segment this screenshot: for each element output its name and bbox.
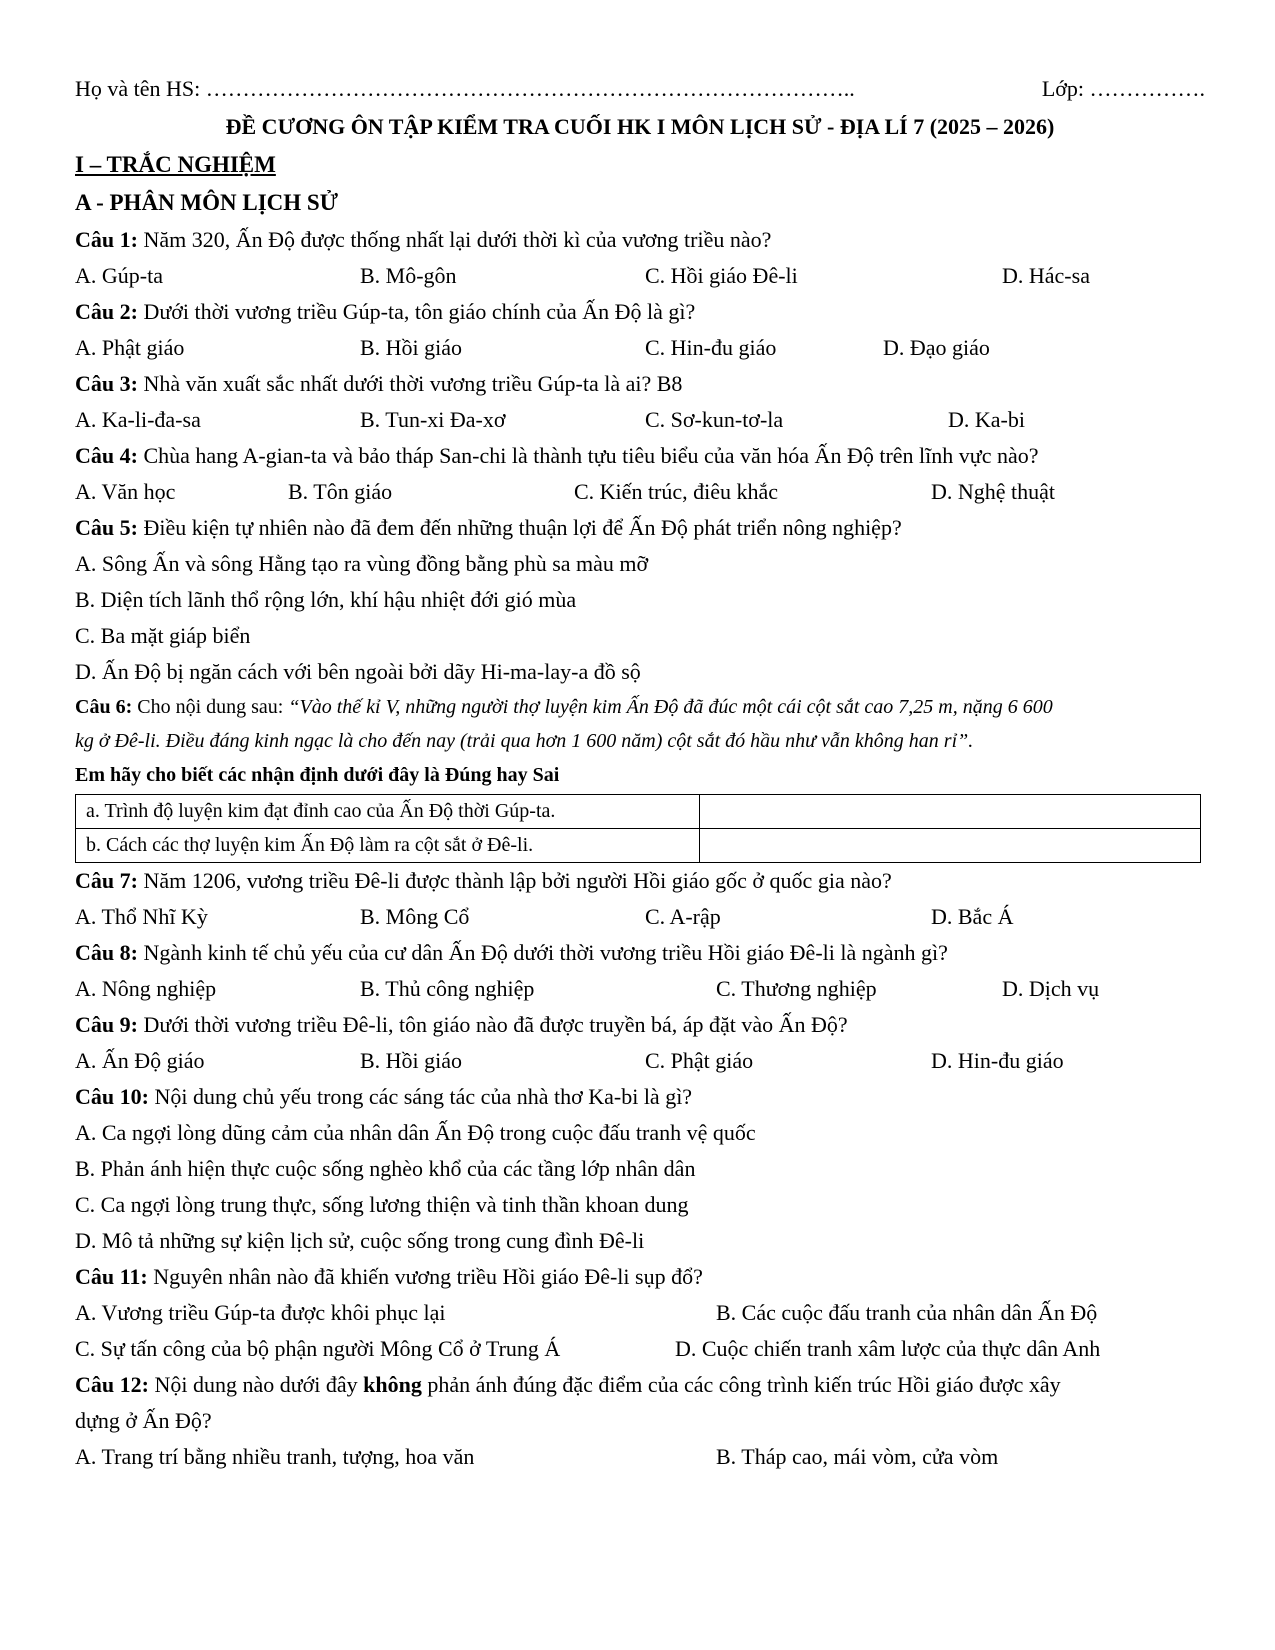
student-name-field[interactable]: Họ và tên HS: …………………………………………………………………………….. [75, 76, 855, 101]
answer-cell-a[interactable] [700, 795, 1201, 829]
option-b: B. Mông Cổ [360, 904, 470, 929]
page-title: ĐỀ CƯƠNG ÔN TẬP KIỂM TRA CUỐI HK I MÔN LỊCH SỬ - ĐỊA LÍ 7 (2025 – 2026) [225, 114, 1055, 139]
worksheet-page [75, 70, 1205, 1475]
option-d: D. Mô tả những sự kiện lịch sử, cuộc sống trong cung đình Đê-li [75, 1228, 645, 1253]
statement-a: a. Trình độ luyện kim đạt đỉnh cao của Ấn Độ thời Gúp-ta. [76, 795, 700, 829]
option-d: D. Đạo giáo [883, 335, 990, 360]
option-c: C. Phật giáo [645, 1048, 754, 1073]
option-b: B. Phản ánh hiện thực cuộc sống nghèo khổ của các tầng lớp nhân dân [75, 1156, 696, 1181]
option-d: D. Ấn Độ bị ngăn cách với bên ngoài bởi dãy Hi-ma-lay-a đồ sộ [75, 659, 641, 684]
option-a: A. Ấn Độ giáo [75, 1048, 205, 1073]
option-b: B. Hồi giáo [360, 1048, 463, 1073]
answer-cell-b[interactable] [700, 829, 1201, 863]
question-2-options [75, 330, 1205, 366]
option-a: A. Trang trí bằng nhiều tranh, tượng, hoa văn [75, 1444, 475, 1469]
option-d: D. Hin-đu giáo [931, 1048, 1064, 1073]
question-10: Câu 10: Nội dung chủ yếu trong các sáng tác của nhà thơ Ka-bi là gì? [75, 1084, 693, 1109]
section-heading: I – TRẮC NGHIỆM [75, 152, 276, 177]
option-d: D. Bắc Á [931, 904, 1014, 929]
question-12: Câu 12: Nội dung nào dưới đây không phản ánh đúng đặc điểm của các công trình kiến trúc Hồi giáo được xây [75, 1372, 1061, 1397]
option-c: C. Hồi giáo Đê-li [645, 263, 798, 288]
option-b: B. Thủ công nghiệp [360, 976, 535, 1001]
question-9: Câu 9: Dưới thời vương triều Đê-li, tôn giáo nào đã được truyền bá, áp đặt vào Ấn Độ? [75, 1012, 848, 1037]
question-11-options-row1 [75, 1295, 1205, 1331]
true-false-table [75, 794, 1201, 863]
option-d: D. Dịch vụ [1002, 976, 1100, 1001]
question-3-options [75, 402, 1205, 438]
question-1-options [75, 258, 1205, 294]
option-a: A. Phật giáo [75, 335, 185, 360]
option-b: B. Hồi giáo [360, 335, 463, 360]
option-d: D. Cuộc chiến tranh xâm lược của thực dân Anh [675, 1336, 1101, 1361]
question-5: Câu 5: Điều kiện tự nhiên nào đã đem đến những thuận lợi để Ấn Độ phát triển nông nghiệp? [75, 515, 902, 540]
question-4: Câu 4: Chùa hang A-gian-ta và bảo tháp San-chi là thành tựu tiêu biểu của văn hóa Ấn Độ trên lĩnh vực nào? [75, 443, 1039, 468]
option-a: A. Ca ngợi lòng dũng cảm của nhân dân Ấn Độ trong cuộc đấu tranh vệ quốc [75, 1120, 756, 1145]
option-c: C. Ca ngợi lòng trung thực, sống lương thiện và tinh thần khoan dung [75, 1192, 689, 1217]
option-d: D. Nghệ thuật [931, 479, 1056, 504]
question-8-options [75, 971, 1205, 1007]
option-c: C. Sự tấn công của bộ phận người Mông Cổ ở Trung Á [75, 1336, 561, 1361]
option-a: A. Sông Ấn và sông Hằng tạo ra vùng đồng bằng phù sa màu mỡ [75, 551, 649, 576]
option-a: A. Vương triều Gúp-ta được khôi phục lại [75, 1300, 446, 1325]
question-4-options [75, 474, 1205, 510]
option-c: C. Kiến trúc, điêu khắc [574, 479, 779, 504]
emphasis-word: không [363, 1372, 422, 1397]
option-b: B. Tháp cao, mái vòm, cửa vòm [716, 1444, 999, 1469]
option-b: B. Các cuộc đấu tranh của nhân dân Ấn Độ [716, 1300, 1098, 1325]
question-12-continued: dựng ở Ấn Độ? [75, 1408, 212, 1433]
question-11-options-row2 [75, 1331, 1205, 1367]
option-b: B. Tôn giáo [288, 479, 393, 504]
subsection-heading: A - PHÂN MÔN LỊCH SỬ [75, 190, 339, 215]
option-c: C. A-rập [645, 904, 721, 929]
option-d: D. Hác-sa [1002, 263, 1090, 288]
option-c: C. Ba mặt giáp biển [75, 623, 251, 648]
option-a: A. Nông nghiệp [75, 976, 217, 1001]
true-false-instruction: Em hãy cho biết các nhận định dưới đây là Đúng hay Sai [75, 764, 560, 786]
option-d: D. Ka-bi [948, 407, 1025, 432]
option-b: B. Tun-xi Đa-xơ [360, 407, 506, 432]
question-7-options [75, 899, 1205, 935]
question-6: Câu 6: Cho nội dung sau: “Vào thế kỉ V, những người thợ luyện kim Ấn Độ đã đúc một cái cột sắt cao 7,25 m, nặng 6 600 [75, 696, 1053, 718]
option-a: A. Ka-li-đa-sa [75, 407, 201, 432]
option-a: A. Thổ Nhĩ Kỳ [75, 904, 208, 929]
question-8: Câu 8: Ngành kinh tế chủ yếu của cư dân Ấn Độ dưới thời vương triều Hồi giáo Đê-li là ngành gì? [75, 940, 948, 965]
question-2: Câu 2: Dưới thời vương triều Gúp-ta, tôn giáo chính của Ấn Độ là gì? [75, 299, 696, 324]
question-12-options [75, 1439, 1205, 1475]
table-row [76, 795, 1201, 829]
student-header [75, 70, 1205, 108]
option-b: B. Diện tích lãnh thổ rộng lớn, khí hậu nhiệt đới gió mùa [75, 587, 577, 612]
option-c: C. Thương nghiệp [716, 976, 877, 1001]
statement-b: b. Cách các thợ luyện kim Ấn Độ làm ra cột sắt ở Đê-li. [76, 829, 700, 863]
option-a: A. Gúp-ta [75, 263, 163, 288]
question-11: Câu 11: Nguyên nhân nào đã khiến vương triều Hồi giáo Đê-li sụp đổ? [75, 1264, 703, 1289]
table-row [76, 829, 1201, 863]
quote-text-continued: kg ở Đê-li. Điều đáng kinh ngạc là cho đến nay (trải qua hơn 1 600 năm) cột sắt đó hầu như vẫn không han rỉ”. [75, 730, 974, 752]
quote-text: “Vào thế kỉ V, những người thợ luyện kim Ấn Độ đã đúc một cái cột sắt cao 7,25 m, nặng 6 600 [288, 696, 1053, 718]
question-3: Câu 3: Nhà văn xuất sắc nhất dưới thời vương triều Gúp-ta là ai? B8 [75, 371, 683, 396]
option-c: C. Sơ-kun-tơ-la [645, 407, 784, 432]
question-9-options [75, 1043, 1205, 1079]
option-b: B. Mô-gôn [360, 263, 457, 288]
option-c: C. Hin-đu giáo [645, 335, 777, 360]
class-field[interactable]: Lớp: ……………. [1041, 76, 1205, 101]
option-a: A. Văn học [75, 479, 176, 504]
question-1: Câu 1: Năm 320, Ấn Độ được thống nhất lại dưới thời kì của vương triều nào? [75, 227, 772, 252]
question-7: Câu 7: Năm 1206, vương triều Đê-li được thành lập bởi người Hồi giáo gốc ở quốc gia nào? [75, 868, 892, 893]
